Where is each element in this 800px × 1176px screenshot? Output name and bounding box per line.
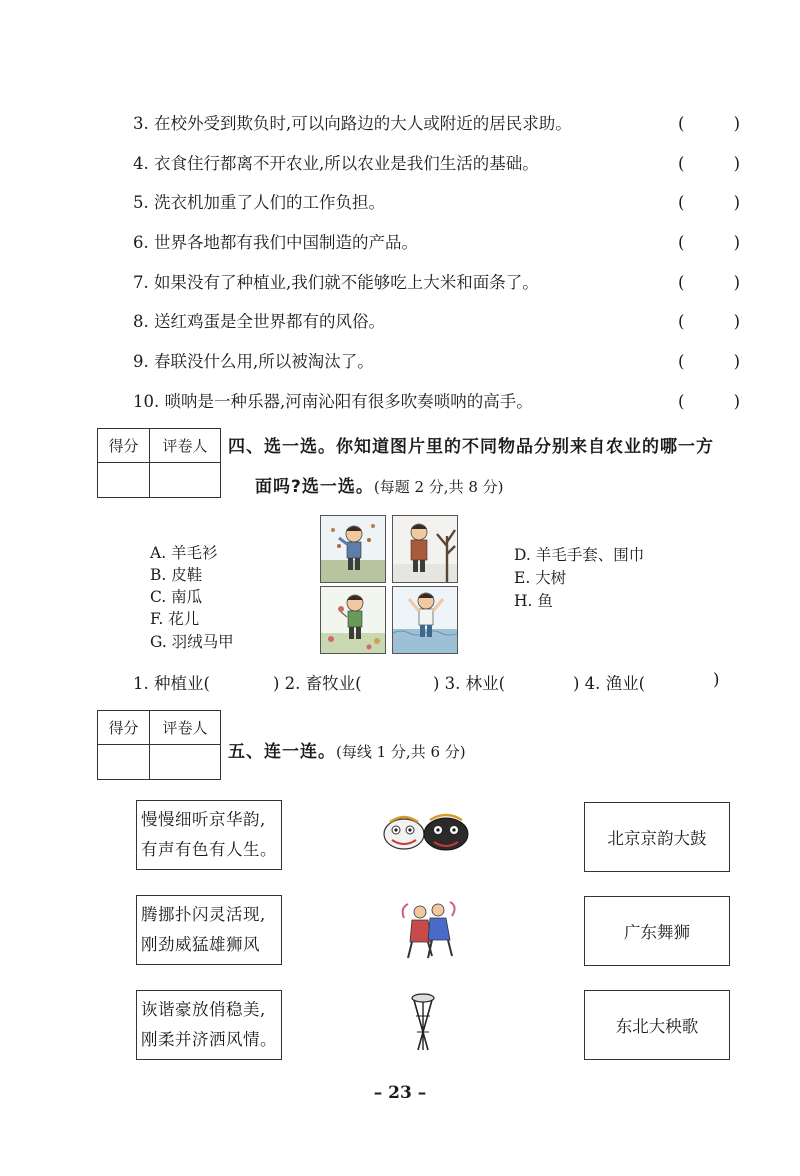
tf-item-text: 10. 唢呐是一种乐器,河南沁阳有很多吹奏唢呐的高手。 xyxy=(133,391,533,411)
paren-open: ( xyxy=(678,352,685,372)
autumn-boy-picture xyxy=(320,515,386,583)
verse-line: 慢慢细听京华韵, xyxy=(141,810,266,829)
verse-box[interactable] xyxy=(136,800,282,870)
score-label: 得分 xyxy=(98,711,150,745)
score-cell[interactable] xyxy=(98,745,150,779)
tf-item-text: 3. 在校外受到欺负时,可以向路边的大人或附近的居民求助。 xyxy=(133,114,572,133)
verse-line: 有声有色有人生。 xyxy=(141,840,277,859)
option-a: A. 羊毛衫 xyxy=(150,544,218,562)
paren-close: ) xyxy=(733,233,740,253)
tf-item xyxy=(133,229,743,269)
section4-title-line1: 四、选一选。你知道图片里的不同物品分别来自农业的哪一方 xyxy=(228,437,714,457)
paren-open: ( xyxy=(678,153,685,173)
winter-boy-picture xyxy=(392,515,458,583)
yangge-dancers-picture[interactable] xyxy=(398,898,460,964)
tf-item-text: 4. 衣食住行都离不开农业,所以农业是我们生活的基础。 xyxy=(133,153,539,173)
tf-item xyxy=(133,269,743,309)
tf-item xyxy=(133,388,743,428)
spring-boy-picture xyxy=(320,586,386,654)
verse-line: 腾挪扑闪灵活现, xyxy=(141,905,266,924)
section4-title-line2 xyxy=(255,472,504,497)
option-e: E. 大树 xyxy=(514,569,567,587)
tf-item xyxy=(133,189,743,229)
option-d: D. 羊毛手套、围巾 xyxy=(514,546,645,564)
grader-cell[interactable] xyxy=(150,463,220,497)
section4-score-note: (每题 2 分,共 8 分) xyxy=(373,478,504,496)
paren-open: ( xyxy=(678,233,685,253)
grader-cell[interactable] xyxy=(150,745,220,779)
paren-close: ) xyxy=(733,114,740,133)
tf-item-text: 6. 世界各地都有我们中国制造的产品。 xyxy=(133,233,418,253)
summer-boy-picture xyxy=(392,586,458,654)
paren-close: ) xyxy=(733,391,740,411)
score-box-section4 xyxy=(97,428,221,498)
paren-close: ) xyxy=(733,153,740,173)
category-close-paren: ) xyxy=(713,670,720,689)
paren-open: ( xyxy=(678,312,685,332)
tf-item xyxy=(133,308,743,348)
paren-open: ( xyxy=(678,114,685,133)
tf-item-text: 8. 送红鸡蛋是全世界都有的风俗。 xyxy=(133,312,385,332)
drum-stand-picture[interactable] xyxy=(410,992,436,1054)
verse-box[interactable] xyxy=(136,895,282,965)
paren-close: ) xyxy=(733,312,740,332)
section5-score-note: (每线 1 分,共 6 分) xyxy=(336,743,466,761)
grader-label: 评卷人 xyxy=(150,711,220,745)
category-planting: 1. 种植业( xyxy=(133,674,210,693)
paren-close: ) xyxy=(733,193,740,213)
paren-close: ) xyxy=(733,352,740,372)
tf-item xyxy=(133,110,743,150)
grader-label: 评卷人 xyxy=(150,429,220,463)
category-husbandry: ) 2. 畜牧业( xyxy=(273,674,362,693)
section4-title-text: 面吗?选一选。 xyxy=(255,477,374,497)
score-cell[interactable] xyxy=(98,463,150,497)
score-label: 得分 xyxy=(98,429,150,463)
option-c: C. 南瓜 xyxy=(150,588,203,606)
score-box-section5 xyxy=(97,710,221,780)
true-false-list xyxy=(133,110,743,428)
option-b: B. 皮鞋 xyxy=(150,566,203,584)
lion-dance-picture[interactable] xyxy=(378,810,474,860)
verse-line: 刚劲威猛雄狮风 xyxy=(141,935,260,954)
tf-item xyxy=(133,348,743,388)
page-number: – 23 – xyxy=(373,1083,427,1103)
tf-item-text: 5. 洗衣机加重了人们的工作负担。 xyxy=(133,193,385,213)
paren-close: ) xyxy=(733,272,740,292)
tf-item-text: 7. 如果没有了种植业,我们就不能够吃上大米和面条了。 xyxy=(133,272,539,292)
tf-item xyxy=(133,150,743,190)
paren-open: ( xyxy=(678,272,685,292)
paren-open: ( xyxy=(678,193,685,213)
verse-line: 刚柔并济洒风情。 xyxy=(141,1030,277,1049)
category-forestry: ) 3. 林业( xyxy=(433,674,506,693)
answer-box[interactable]: 东北大秧歌 xyxy=(584,990,730,1060)
option-g: G. 羽绒马甲 xyxy=(150,633,234,651)
category-fishery: ) 4. 渔业( xyxy=(573,674,646,693)
answer-box[interactable]: 北京京韵大鼓 xyxy=(584,802,730,872)
tf-item-text: 9. 春联没什么用,所以被淘汰了。 xyxy=(133,352,374,372)
verse-line: 诙谐豪放俏稳美, xyxy=(141,1000,266,1019)
verse-box[interactable] xyxy=(136,990,282,1060)
option-h: H. 鱼 xyxy=(514,592,553,610)
section5-title-text: 五、连一连。 xyxy=(228,742,336,762)
answer-box[interactable]: 广东舞狮 xyxy=(584,896,730,966)
section5-title xyxy=(228,737,466,762)
paren-open: ( xyxy=(678,391,685,411)
option-f: F. 花儿 xyxy=(150,610,200,628)
